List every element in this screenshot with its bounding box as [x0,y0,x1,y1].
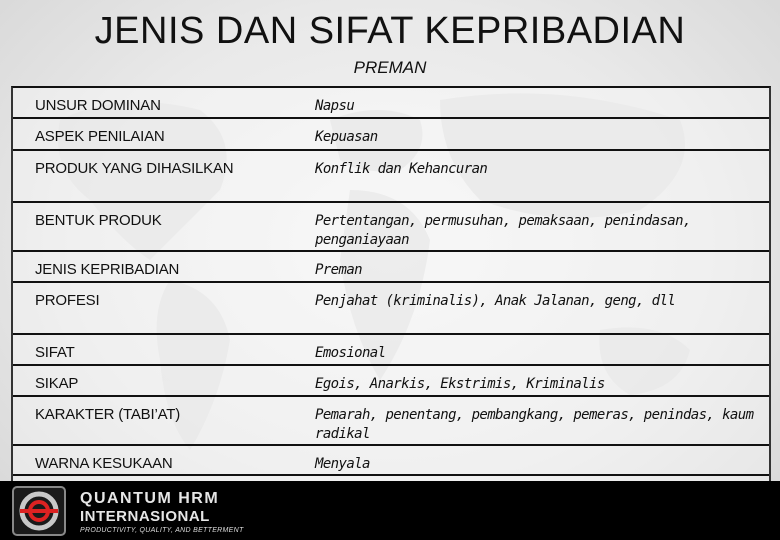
table-row [13,282,769,334]
row-value: Menyala [315,445,769,475]
row-label: BENTUK PRODUK [35,212,162,229]
row-value: Konflik dan Kehancuran [315,150,769,202]
brand-name: QUANTUM HRM [80,490,220,507]
row-label: SIFAT [35,344,75,361]
table-row [13,396,769,445]
table-row [13,445,769,475]
table-row [13,202,769,251]
footer-bar [0,481,780,540]
brand-tagline: PRODUCTIVITY, QUALITY, AND BETTERMENT [80,527,244,534]
row-value: Pertentangan, permusuhan, pemaksaan, penindasan, penganiayaan [315,202,769,251]
table-row [13,365,769,396]
row-value: Pemarah, penentang, pembangkang, pemeras, penindas, kaum radikal [315,396,769,445]
row-label: PRODUK YANG DIHASILKAN [35,160,234,177]
row-value: Preman [315,251,769,282]
page-subtitle: PREMAN [353,58,427,77]
table-row [13,118,769,150]
row-value: Penjahat (kriminalis), Anak Jalanan, geng, dll [315,282,769,334]
row-value: Kepuasan [315,118,769,150]
table-row [13,251,769,282]
row-value: Egois, Anarkis, Ekstrimis, Kriminalis [315,365,769,396]
row-label: UNSUR DOMINAN [35,97,161,114]
row-value: Napsu [315,88,769,118]
row-label: PROFESI [35,292,100,309]
table-row [13,150,769,202]
row-label: SIKAP [35,375,79,392]
table-row [13,88,769,118]
row-label: ASPEK PENILAIAN [35,128,165,145]
row-label: WARNA KESUKAAN [35,455,173,472]
row-label: KARAKTER (TABI’AT) [35,406,181,423]
row-value: Emosional [315,334,769,365]
table-row [13,334,769,365]
brand-subname: INTERNASIONAL [80,508,210,525]
personality-table [11,86,771,484]
page-title: JENIS DAN SIFAT KEPRIBADIAN [94,10,686,52]
quantum-logo-icon [10,485,68,537]
row-label: JENIS KEPRIBADIAN [35,261,180,278]
